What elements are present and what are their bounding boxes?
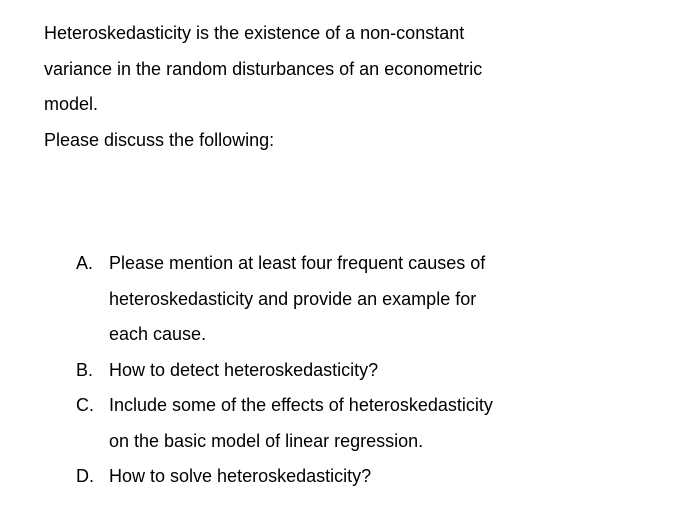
question-text-line: How to detect heteroskedasticity? xyxy=(109,359,379,380)
question-text-line: How to solve heteroskedasticity? xyxy=(109,466,372,486)
intro-line: model. xyxy=(44,94,99,114)
question-text-line: Please mention at least four frequent causes of xyxy=(109,253,486,273)
question-letter: B. xyxy=(76,359,94,380)
question-letter: A. xyxy=(76,253,94,273)
question-text-line: on the basic model of linear regression. xyxy=(109,430,424,451)
question-a xyxy=(76,249,676,356)
question-letter: D. xyxy=(76,466,94,486)
question-letter: C. xyxy=(76,395,94,415)
question-text-line: Include some of the effects of heteroskedasticity xyxy=(109,395,493,415)
intro-prompt: Please discuss the following: xyxy=(44,129,275,150)
intro-paragraph xyxy=(44,19,664,161)
question-b xyxy=(76,356,676,392)
question-text-line: heteroskedasticity and provide an example for xyxy=(109,288,477,309)
intro-line: Heteroskedasticity is the existence of a non-constant xyxy=(44,23,465,43)
question-d xyxy=(76,462,676,498)
question-list xyxy=(76,249,676,498)
intro-line: variance in the random disturbances of an econometric xyxy=(44,58,483,79)
question-text-line: each cause. xyxy=(109,324,207,344)
question-c xyxy=(76,391,676,462)
